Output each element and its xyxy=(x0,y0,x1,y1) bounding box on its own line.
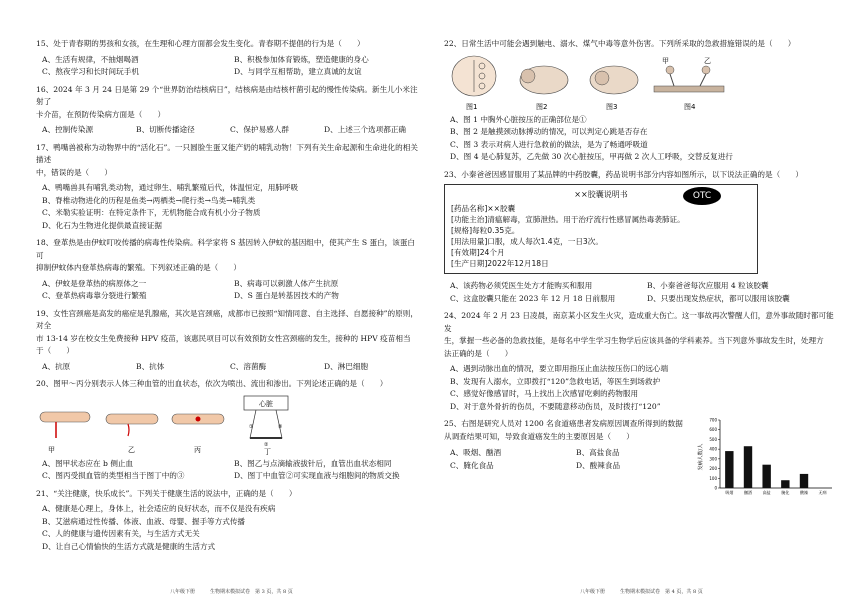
option-d: D、对于意外骨折的伤员，不要随意移动伤员，及时拨打“120” xyxy=(450,401,661,411)
option-b: B、发现有人溺水，立即拨打“120”急救电话，等医生到场救护 xyxy=(450,376,661,386)
question-stem: 15、处于青春期的男孩和女孩，在生理和心理方面都会发生变化。青春期不提倡的行为是（ ） xyxy=(36,39,365,48)
option-a: A、健康是心理上，身体上，社会适应的良好状态，而不仅是没有疾病 xyxy=(42,504,276,513)
option-d: D、酸辣食品 xyxy=(576,460,621,470)
first-aid-figure xyxy=(444,54,744,112)
label-xinzang: 心脏 xyxy=(259,399,273,408)
right-page xyxy=(444,38,836,495)
option-d: D、S 蛋白是转基因技术的产物 xyxy=(234,291,339,300)
question-stem-cont: 生，掌握一些必备的急救技能，是每名中学生学习生物学后应该具备的学科素养。当下列意外事故发生时，处理方 xyxy=(444,336,824,345)
question-17 xyxy=(36,142,418,233)
left-page xyxy=(36,38,418,558)
label-jia: 甲 xyxy=(48,445,55,454)
y-tick-label: 300 xyxy=(709,456,717,462)
option-a: A、生活有规律，不抽烟喝酒 xyxy=(42,54,139,64)
bar xyxy=(762,465,770,488)
bar xyxy=(800,474,808,488)
airway-clear-icon xyxy=(590,66,638,94)
question-22 xyxy=(444,38,836,164)
question-16 xyxy=(36,84,418,137)
question-stem-cont: 中，错误的是（ ） xyxy=(36,167,112,177)
label-fig3: 图3 xyxy=(606,102,618,111)
otc-badge: OTC xyxy=(683,187,721,205)
option-a: A、吸烟、酗酒 xyxy=(450,448,502,457)
option-b: B、高盐食品 xyxy=(576,448,620,457)
page-footer-left: 八年级下册 生物期末模拟试卷 第 3 页，共 8 页 xyxy=(170,589,293,595)
bar xyxy=(725,451,733,488)
pulse-check-icon xyxy=(520,66,568,94)
question-stem-cont: 卡介苗，在预防传染病方面是（ ） xyxy=(36,109,166,119)
option-d: D、化石为生物进化提供最直接证据 xyxy=(42,220,162,230)
question-21 xyxy=(36,488,418,554)
cpr-two-person-icon xyxy=(654,66,724,92)
option-b: B、病毒可以刺激人体产生抗原 xyxy=(234,278,339,288)
option-c: C、人的健康与遗传因素有关，与生活方式无关 xyxy=(42,529,200,538)
question-stem: 16、2024 年 3 月 24 日是第 29 个“世界防治结核病日”，结核病是由结核杆菌引起的慢性传染病。新生儿小米注射了 xyxy=(36,84,418,106)
x-tick-label: 无病 xyxy=(818,490,827,495)
leaflet-line: [功能主治]清瘟解毒，宣肺泄热。用于治疗流行性感冒属热毒袭肺证。 xyxy=(451,215,685,224)
y-tick-label: 100 xyxy=(709,475,717,481)
question-stem: 19、女性宫颈癌是高发的癌症是乳腺癌，其次是宫颈癌，成都市已按照“知情同意、自主选择、自愿接种”的原则，对全 xyxy=(36,308,418,330)
option-a: A、鸭嘴兽具有哺乳类动物，通过卵生、哺乳繁殖后代，体温恒定，用肺呼吸 xyxy=(42,183,299,192)
medicine-leaflet xyxy=(444,184,758,274)
option-c: C、这盒胶囊只能在 2023 年 12 月 18 日前服用 xyxy=(450,293,616,303)
question-18 xyxy=(36,237,418,303)
option-a: A、该药物必须凭医生处方才能购买和服用 xyxy=(450,281,593,290)
option-b: B、积极参加体育锻炼，塑造健康的身心 xyxy=(234,54,369,64)
question-stem-cont: 法正确的是（ ） xyxy=(444,348,513,358)
question-stem-cont: 从调查结果可知，导致食道癌发生的主要原因是（ ） xyxy=(444,431,634,441)
question-stem: 17、鸭嘴兽被称为动物界中的“活化石”。一只圆脸生蛋又能产奶的哺乳动物！下列有关生命起源和生命进化的相关描述 xyxy=(36,142,418,164)
option-b: B、脊椎动物进化的历程是鱼类→两栖类→爬行类→鸟类→哺乳类 xyxy=(42,195,256,205)
label-ding: 丁 xyxy=(264,447,271,456)
question-stem: 18、登革热是由伊蚊叮咬传播的病毒性传染病。科学家将 S 基因转入伊蚊的基因组中，使其产生 S 蛋白，该蛋白可 xyxy=(36,238,416,260)
option-b: B、切断传播途径 xyxy=(136,125,195,134)
svg-text:③: ③ xyxy=(278,423,283,430)
label-fig4: 图4 xyxy=(684,102,696,111)
y-tick-label: 600 xyxy=(709,427,717,433)
chest-compression-icon xyxy=(452,56,496,96)
y-axis-label: 发病人数/人 xyxy=(698,443,704,471)
option-c: C、米勒实验证明：在特定条件下，无机物能合成有机小分子物质 xyxy=(42,208,261,217)
x-tick-label: 吸烟 xyxy=(725,490,734,495)
question-20 xyxy=(36,378,418,483)
leaflet-line: [规格]每粒0.35克。 xyxy=(451,226,520,235)
option-d: D、与同学互相帮助，建立真诚的友谊 xyxy=(234,67,362,76)
leaflet-line: [生产日期]2022年12月18日 xyxy=(451,259,549,268)
option-c: C、保护易感人群 xyxy=(230,125,289,134)
question-19 xyxy=(36,308,418,374)
bar xyxy=(781,480,789,488)
option-c: C、腌化食品 xyxy=(450,460,494,470)
y-tick-label: 200 xyxy=(709,466,717,472)
option-c: C、图 3 表示对病人进行急救前的做法，是为了畅通呼吸道 xyxy=(450,139,648,149)
question-stem: 25、右图是研究人员对 1200 名食道癌患者发病原因调查所得到的数据 xyxy=(444,419,683,428)
option-b: B、抗体 xyxy=(136,361,165,371)
svg-text:①: ① xyxy=(249,423,254,430)
question-stem-cont: 市 13-14 岁在校女生免费接种 HPV 疫苗，该惠民项目可以有效预防女性宫颈癌的发生，接种的 HPV 疫苗相当于（ ） xyxy=(36,333,411,355)
option-a: A、图 1 中胸外心脏按压的正确部位是① xyxy=(450,114,587,124)
leaflet-line: [有效期]24个月 xyxy=(451,248,505,257)
leaflet-line: [用法用量]口服，成人每次1.4克，一日3次。 xyxy=(451,237,603,246)
question-25 xyxy=(444,417,836,495)
option-d: D、让自己心情愉快的生活方式就是健康的生活方式 xyxy=(42,541,216,551)
y-tick-label: 500 xyxy=(709,436,717,442)
question-stem: 24、2024 年 2 月 23 日凌晨，南京某小区发生火灾，造成重大伤亡。这一事故再次警醒人们，意外事故随时都可能发 xyxy=(444,311,834,333)
x-tick-label: 高盐 xyxy=(762,490,771,495)
x-tick-label: 酸辣 xyxy=(800,490,808,495)
label-fig2: 图2 xyxy=(536,102,548,111)
label-yi: 乙 xyxy=(128,445,135,454)
option-a: A、图甲状态应在 b 侧止血 xyxy=(42,458,134,468)
option-c: C、图丙受损血管的类型相当于图丁中的③ xyxy=(42,471,185,480)
option-a: A、伊蚊是登革热的病原体之一 xyxy=(42,278,147,288)
y-tick-label: 400 xyxy=(709,446,717,452)
esophageal-cancer-chart xyxy=(696,412,836,502)
question-stem: 23、小秦爸爸因感冒服用了某品牌的中药胶囊，药品说明书部分内容如图所示，以下说法正确的是（ ） xyxy=(444,169,803,179)
y-tick-label: 0 xyxy=(714,485,717,491)
svg-text:②: ② xyxy=(264,441,269,448)
option-b: B、图乙与点滴输液拔针后，血管出血状态相同 xyxy=(234,458,392,468)
option-b: B、艾滋病通过性传播、体液、血液、母婴、握手等方式传播 xyxy=(42,516,246,526)
question-23 xyxy=(444,169,836,306)
question-24 xyxy=(444,310,836,413)
option-d: D、图 4 是心肺复苏，乙先做 30 次心脏按压，甲再做 2 次人工呼吸，交替反复进行 xyxy=(450,152,733,161)
option-a: A、控制传染源 xyxy=(42,125,94,134)
question-stem-cont: 抑制伊蚊体内登革热病毒的繁殖。下列叙述正确的是（ ） xyxy=(36,263,242,272)
option-b: B、小秦爸爸每次应服用 4 粒该胶囊 xyxy=(647,281,769,290)
blood-vessel-figure xyxy=(36,394,316,456)
question-15 xyxy=(36,38,418,79)
label-yi: 乙 xyxy=(704,56,711,65)
leaflet-line: [药品名称]××胶囊 xyxy=(451,204,516,213)
label-jia: 甲 xyxy=(662,56,669,65)
option-c: C、登革热病毒靠分裂进行繁殖 xyxy=(42,291,147,300)
label-fig1: 图1 xyxy=(466,102,478,111)
option-d: D、淋巴细胞 xyxy=(324,361,369,371)
bar xyxy=(744,446,752,488)
option-a: A、遇到动脉出血的情况，要立即用指压止血法按压伤口的远心端 xyxy=(450,364,669,373)
option-a: A、抗原 xyxy=(42,361,71,371)
question-stem: 20、图甲～丙分别表示人体三种血管的出血状态，依次为喷出、流出和渗出。下列论述正确的是（ ） xyxy=(36,379,388,388)
option-d: D、上述三个选项都正确 xyxy=(324,125,407,134)
question-stem: 21、“关注健康，快乐成长”。下列关于健康生活的说法中，正确的是（ ） xyxy=(36,488,297,498)
option-c: C、感觉好像感冒时，马上找出上次感冒吃剩的药物服用 xyxy=(450,389,639,398)
option-b: B、图 2 是触摸颈动脉搏动的情况，可以判定心跳是否存在 xyxy=(450,127,648,136)
x-tick-label: 酗酒 xyxy=(744,490,752,495)
arm-jia-icon xyxy=(40,412,90,422)
leaflet-title: ××胶囊说明书 xyxy=(574,190,628,199)
x-tick-label: 腌化 xyxy=(781,490,790,495)
option-c: C、溶菌酶 xyxy=(230,361,267,371)
option-c: C、熬夜学习和长时间玩手机 xyxy=(42,67,139,76)
arm-yi-icon xyxy=(106,414,158,424)
label-bing: 丙 xyxy=(194,445,201,454)
question-stem: 22、日常生活中可能会遇到触电、溺水、煤气中毒等意外伤害。下列所采取的急救措施错误的是（ ） xyxy=(444,39,796,48)
y-tick-label: 700 xyxy=(709,417,717,423)
option-d: D、只要出现发热症状，都可以服用该胶囊 xyxy=(647,293,790,303)
option-d: D、图丁中血管②可实现血液与细胞间的物质交换 xyxy=(234,471,400,480)
page-footer-right: 八年级下册 生物期末模拟试卷 第 4 页，共 8 页 xyxy=(580,589,703,595)
